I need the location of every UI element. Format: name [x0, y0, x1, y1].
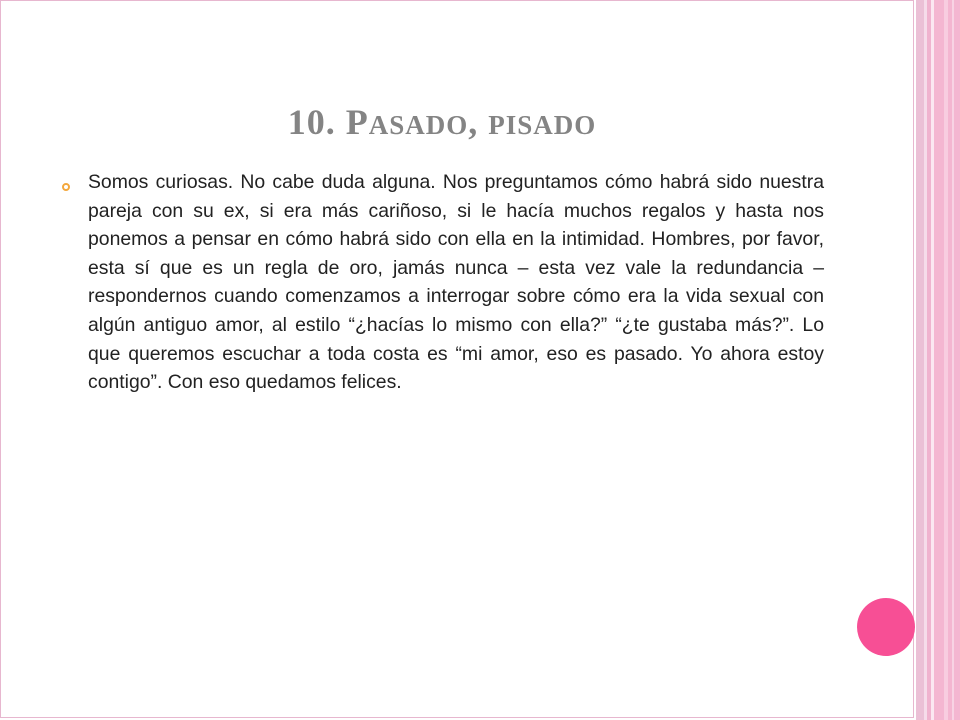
title-comma: ,: [468, 102, 479, 142]
title-word2: PISADO: [488, 110, 597, 140]
right-edge-band: [944, 0, 948, 720]
pink-circle-icon: [857, 598, 915, 656]
bullet-text: Somos curiosas. No cabe duda alguna. Nos preguntamos cómo habrá sido nuestra pareja con su ex, si era más cariñoso, si le hacía muchos regalos y hasta nos ponemos a pensar en cómo habrá sido con ella en la intimidad. Hombres, por favor, esta sí que es un regla de oro, jamás nunca – esta vez vale la redundancia – respondernos cuando comenzamos a interrogar sobre cómo era la vida sexual con algún antiguo amor, al estilo “¿hacías lo mismo con ella?” “¿te gustaba más?”. Lo que queremos escuchar a toda costa es “mi amor, eso es pasado. Yo ahora estoy contigo”. Con eso quedamos felices.: [88, 171, 824, 394]
title-word1-rest: ASADO: [368, 110, 469, 140]
title-word1-initial: P: [345, 102, 369, 142]
ring-bullet-icon: [62, 183, 70, 191]
right-edge-band: [916, 0, 924, 720]
slide-title: [0, 98, 884, 149]
title-number: 10.: [287, 102, 336, 142]
right-edge-band: [952, 0, 954, 720]
